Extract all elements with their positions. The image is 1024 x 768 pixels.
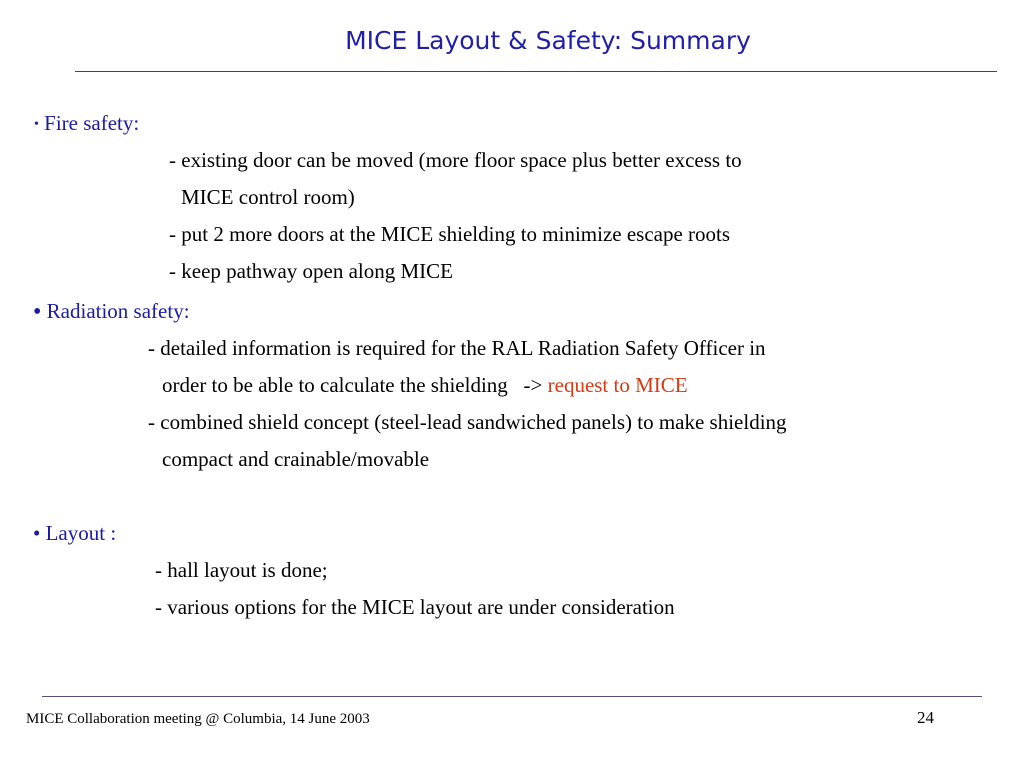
fire-safety-heading: Fire safety:	[44, 111, 140, 135]
bullet-icon: •	[33, 299, 42, 325]
layout-line: - various options for the MICE layout are under consideration	[155, 595, 675, 619]
fire-safety-line: - existing door can be moved (more floor space plus better excess to	[169, 148, 742, 172]
fire-safety-line: MICE control room)	[181, 185, 355, 209]
fire-safety-line: - keep pathway open along MICE	[169, 259, 454, 283]
footer-divider	[42, 696, 982, 697]
request-to-mice-text: request to MICE	[547, 373, 688, 397]
radiation-safety-line: compact and crainable/movable	[162, 447, 430, 471]
slide-title: MICE Layout & Safety: Summary	[345, 26, 751, 55]
layout-heading: Layout	[45, 521, 106, 545]
radiation-safety-line	[162, 375, 688, 396]
fire-safety-heading-row	[34, 113, 139, 134]
footer-meeting-text: MICE Collaboration meeting @ Columbia, 14 June 2003	[26, 711, 370, 727]
page-number: 24	[917, 708, 934, 727]
title-divider	[75, 71, 997, 72]
radiation-safety-heading-row	[33, 300, 190, 324]
shielding-calculation-text: order to be able to calculate the shielding ->	[162, 373, 548, 397]
layout-heading-row	[33, 523, 116, 544]
layout-heading-colon: :	[105, 521, 117, 545]
bullet-icon: •	[33, 521, 41, 545]
radiation-safety-heading: Radiation safety:	[46, 299, 190, 323]
fire-safety-line: - put 2 more doors at the MICE shielding to minimize escape roots	[169, 222, 731, 246]
radiation-safety-line: - combined shield concept (steel-lead sandwiched panels) to make shielding	[148, 410, 787, 434]
bullet-icon: •	[34, 117, 39, 132]
layout-line: - hall layout is done;	[155, 558, 328, 582]
radiation-safety-line: - detailed information is required for the RAL Radiation Safety Officer in	[148, 336, 766, 360]
